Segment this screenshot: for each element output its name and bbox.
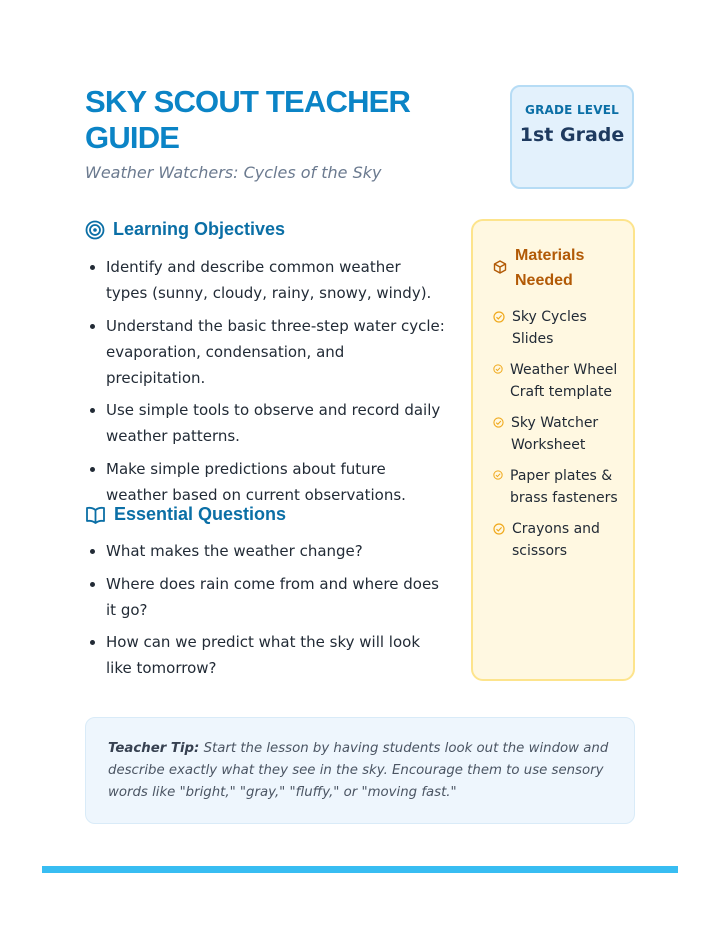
- check-circle-icon: [493, 364, 503, 374]
- essential-questions-heading: [85, 504, 286, 525]
- check-circle-icon: [493, 523, 505, 535]
- list-item: [493, 519, 622, 572]
- target-icon: [85, 220, 105, 240]
- materials-card: [471, 219, 635, 681]
- list-item: What makes the weather change?: [85, 538, 445, 564]
- check-circle-icon: [493, 311, 505, 323]
- page-subtitle: Weather Watchers: Cycles of the Sky: [85, 163, 382, 182]
- check-circle-icon: [493, 417, 504, 428]
- list-item: Use simple tools to observe and record daily weather patterns.: [85, 397, 445, 449]
- list-item: [493, 360, 622, 413]
- objectives-list: [85, 254, 445, 514]
- open-book-icon: [85, 505, 106, 525]
- list-item: Where does rain come from and where does it go?: [85, 571, 445, 623]
- grade-level-card: [510, 85, 634, 189]
- grade-level-value: 1st Grade: [519, 124, 625, 146]
- materials-heading: [493, 243, 605, 293]
- footer-accent-bar: [42, 866, 678, 873]
- list-item: [493, 466, 622, 519]
- teacher-tip-callout: [85, 717, 635, 824]
- box-icon: [493, 260, 507, 274]
- material-label: Crayons and scissors: [512, 521, 600, 559]
- learning-objectives-heading: [85, 219, 285, 240]
- list-item: [493, 307, 622, 360]
- material-label: Paper plates & brass fasteners: [510, 468, 618, 506]
- teacher-tip-text: Start the lesson by having students look out the window and describe exactly what they see in the sky. Encourage them to use sensory words like "bright," "gray," "fluffy," or "moving fast.": [108, 741, 609, 800]
- page-title: SKY SCOUT TEACHER GUIDE: [85, 84, 411, 155]
- teacher-tip-label: Teacher Tip:: [108, 741, 200, 756]
- list-item: Understand the basic three-step water cycle: evaporation, condensation, and precipitation.: [85, 313, 445, 391]
- list-item: [493, 413, 622, 466]
- list-item: Make simple predictions about future weather based on current observations.: [85, 456, 445, 508]
- essential-questions-title: Essential Questions: [114, 504, 287, 524]
- learning-objectives-title: Learning Objectives: [113, 219, 286, 239]
- material-label: Sky Cycles Slides: [512, 309, 587, 347]
- materials-list: [493, 307, 622, 572]
- questions-list: [85, 538, 445, 688]
- materials-title: Materials Needed: [515, 247, 585, 289]
- grade-level-label: GRADE LEVEL: [525, 103, 619, 117]
- material-label: Sky Watcher Worksheet: [511, 415, 599, 453]
- material-label: Weather Wheel Craft template: [510, 362, 618, 400]
- list-item: How can we predict what the sky will look like tomorrow?: [85, 629, 445, 681]
- check-circle-icon: [493, 470, 503, 480]
- list-item: Identify and describe common weather types (sunny, cloudy, rainy, snowy, windy).: [85, 254, 445, 306]
